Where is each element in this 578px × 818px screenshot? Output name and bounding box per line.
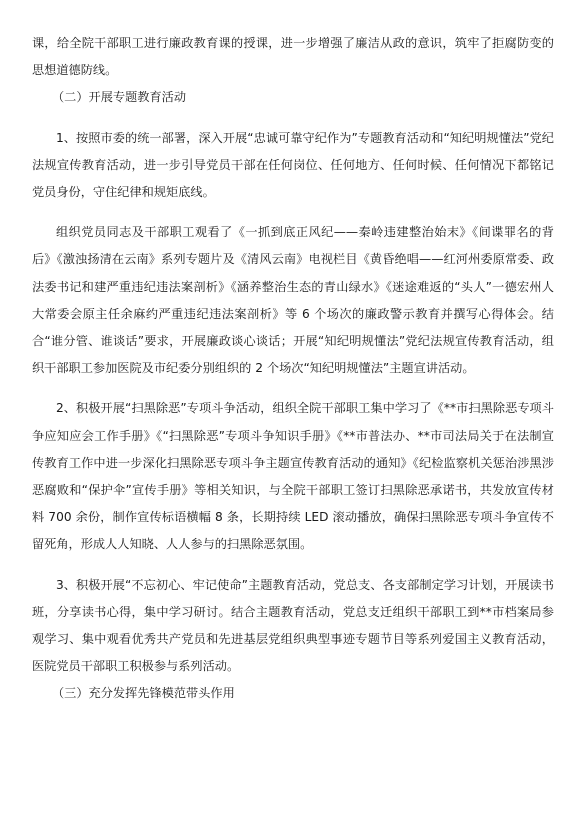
paragraph-item-3: 3、积极开展“不忘初心、牢记使命”主题教育活动，党总支、各支部制定学习计划，开展读书班，分享读书心得，集中学习研讨。结合主题教育活动，党总支迁组织干部职工到**市档案局参观学习、集中观看优秀共产党员和先进基层党组织典型事迹专题节目等系列爱国主义教育活动，医院党员干部职工积极参与系列活动。 — [32, 577, 554, 674]
paragraph-continuation: 课，给全院干部职工进行廉政教育课的授课，进一步增强了廉洁从政的意识，筑牢了拒腐防变的思想道德防线。 — [32, 36, 554, 78]
paragraph-item-1: 1、按照市委的统一部署，深入开展“忠诚可靠守纪作为”专题教育活动和“知纪明规懂法”党纪法规宣传教育活动，进一步引导党员干部在任何岗位、任何地方、任何时候、任何情况下都铭记党员身份，守住纪律和规矩底线。 — [32, 130, 554, 200]
section-heading-2: （二）开展专题教育活动 — [52, 90, 187, 105]
paragraph-item-2: 2、积极开展“扫黑除恶”专项斗争活动，组织全院干部职工集中学习了《**市扫黑除恶专项斗争应知应会工作手册》《“扫黑除恶”专项斗争知识手册》《**市普法办、**市司法局关于在法制宣传教育工作中进一步深化扫黑除恶专项斗争主题宣传教育活动的通知》《纪检监察机关惩治涉黑涉恶腐败和“保护伞”宣传手册》等相关知识，与全院干部职工签订扫黑除恶承诺书，共发放宣传材料 700 余份，制作宣传标语横幅 8 条，长期持续 LED 滚动播放，确保扫黑除恶专项斗争宣传不留死角，形成人人知晓、人人参与的扫黑除恶氛围。 — [32, 401, 554, 552]
document-page — [32, 30, 554, 708]
paragraph-warning-education: 组织党员同志及干部职工观看了《一抓到底正风纪——秦岭违建整治始末》《间谍罪名的背后》《激浊扬清在云南》系列专题片及《清风云南》电视栏目《黄昏绝唱——红河州委原常委、政法委书记和建严重违纪违法案剖析》《涵养整治生态的青山绿水》《迷途难返的“头人”一德宏州人大常委会原主任余麻约严重违纪违法案剖析》等 6 个场次的廉政警示教育并撰写心得体会。结合“谁分管、谁谈话”要求，开展廉政谈心谈话；开展“知纪明规懂法”党纪法规宣传教育活动，组织干部职工参加医院及市纪委分别组织的 2 个场次“知纪明规懂法”主题宣讲活动。 — [32, 225, 554, 376]
section-heading-3: （三）充分发挥先锋模范带头作用 — [52, 686, 235, 701]
